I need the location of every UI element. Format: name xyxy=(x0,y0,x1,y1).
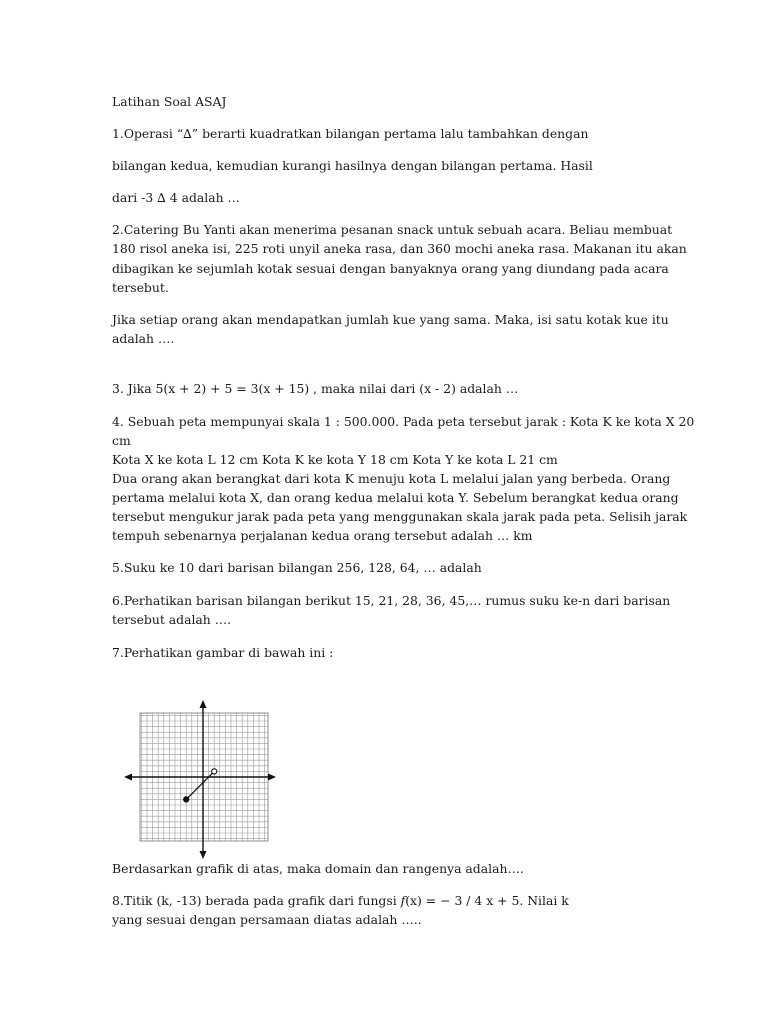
question-2-line-6: adalah …. xyxy=(112,331,175,346)
question-3: 3. Jika 5(x + 2) + 5 = 3(x + 15) , maka nilai dari (x - 2) adalah … xyxy=(112,381,519,396)
question-4-line-2: cm xyxy=(112,433,131,448)
question-6-line-1: 6.Perhatikan barisan bilangan berikut 15, 21, 28, 36, 45,… rumus suku ke-n dari barisan xyxy=(112,593,671,608)
question-2-line-5: Jika setiap orang akan mendapatkan jumlah kue yang sama. Maka, isi satu kotak kue itu xyxy=(112,312,669,327)
question-1-line-2: bilangan kedua, kemudian kurangi hasilnya dengan bilangan pertama. Hasil xyxy=(112,158,593,173)
question-7-line-2: Berdasarkan grafik di atas, maka domain dan rangenya adalah…. xyxy=(112,861,524,876)
document-title: Latihan Soal ASAJ xyxy=(112,94,227,109)
y-axis-arrow-down xyxy=(200,851,207,859)
question-4-line-1: 4. Sebuah peta mempunyai skala 1 : 500.000. Pada peta tersebut jarak : Kota K ke kota X 20 xyxy=(112,414,695,429)
question-8-line-1: 8.Titik (k, -13) berada pada grafik dari fungsi 𝑓(x) = − 3 / 4 x + 5. Nilai k xyxy=(112,893,569,908)
question-1-line-3: dari -3 ∆ 4 adalah … xyxy=(112,190,240,205)
question-1-line-1: 1.Operasi “∆” berarti kuadratkan bilangan pertama lalu tambahkan dengan xyxy=(112,126,589,141)
open-endpoint xyxy=(212,769,217,774)
question-8-line-2: yang sesuai dengan persamaan diatas adalah ….. xyxy=(112,912,422,927)
question-4-line-6: tersebut mengukur jarak pada peta yang menggunakan skala jarak pada peta. Selisih jarak xyxy=(112,509,688,524)
question-4-line-4: Dua orang akan berangkat dari kota K menuju kota L melalui jalan yang berbeda. Orang xyxy=(112,471,671,486)
question-2-line-2: 180 risol aneka isi, 225 roti unyil aneka rasa, dan 360 mochi aneka rasa. Makanan itu akan xyxy=(112,241,687,256)
graph-segment xyxy=(186,771,214,799)
y-axis-arrow-up xyxy=(200,700,207,708)
coordinate-graph xyxy=(122,700,282,860)
question-2-line-4: tersebut. xyxy=(112,280,169,295)
question-4-line-5: pertama melalui kota X, dan orang kedua melalui kota Y. Sebelum berangkat kedua orang xyxy=(112,490,679,505)
question-4-line-3: Kota X ke kota L 12 cm Kota K ke kota Y 18 cm Kota Y ke kota L 21 cm xyxy=(112,452,558,467)
x-axis-arrow-right xyxy=(268,774,276,781)
question-2-line-1: 2.Catering Bu Yanti akan menerima pesanan snack untuk sebuah acara. Beliau membuat xyxy=(112,222,673,237)
closed-endpoint xyxy=(184,797,189,802)
question-4-line-7: tempuh sebenarnya perjalanan kedua orang tersebut adalah … km xyxy=(112,528,533,543)
question-7-line-1: 7.Perhatikan gambar di bawah ini : xyxy=(112,645,334,660)
x-axis-arrow-left xyxy=(124,774,132,781)
question-6-line-2: tersebut adalah …. xyxy=(112,612,232,627)
question-2-line-3: dibagikan ke sejumlah kotak sesuai dengan banyaknya orang yang diundang pada acara xyxy=(112,261,669,276)
question-5: 5.Suku ke 10 dari barisan bilangan 256, 128, 64, … adalah xyxy=(112,560,482,575)
